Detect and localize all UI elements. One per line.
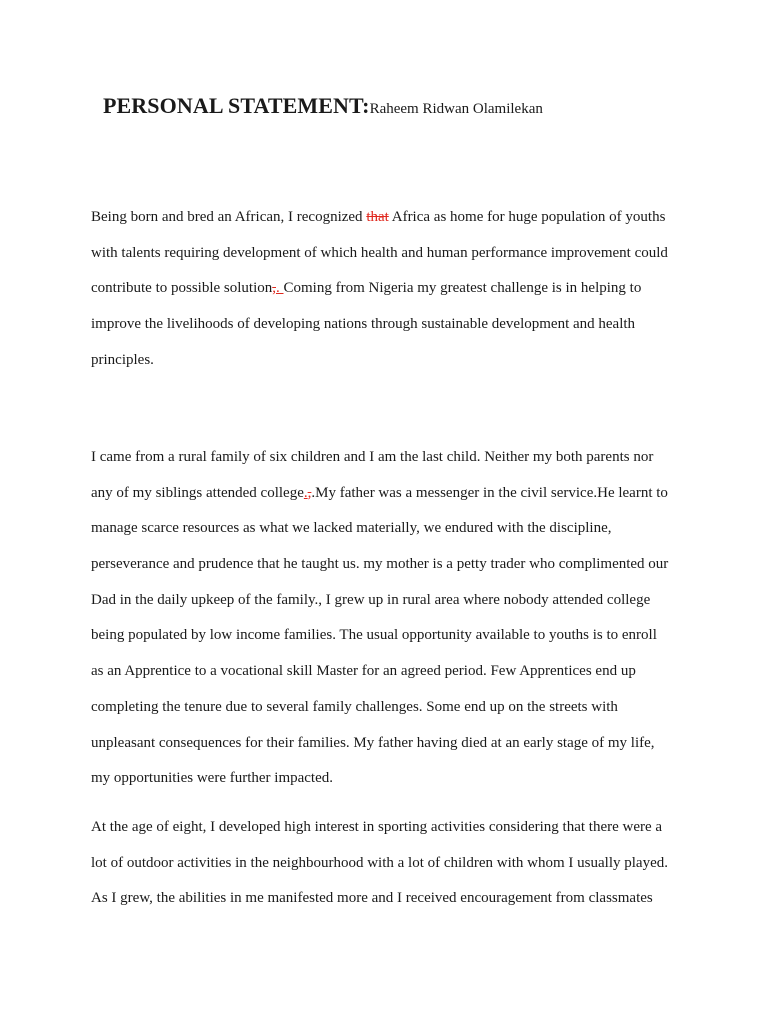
text-line xyxy=(91,281,691,317)
text-line xyxy=(91,486,691,522)
text-line xyxy=(91,557,691,593)
text-line xyxy=(91,736,691,772)
text-run: perseverance and prudence that he taught us. my mother is a petty trader who complimented our xyxy=(91,556,669,573)
text-run: any of my siblings attended college xyxy=(91,484,304,501)
document-title: PERSONAL STATEMENT: xyxy=(103,93,370,118)
text-run: manage scarce resources as what we lacked materially, we endured with the discipline, xyxy=(91,520,612,537)
text-line xyxy=(91,700,691,736)
author-name: Raheem Ridwan Olamilekan xyxy=(369,101,543,117)
text-run: being populated by low income families. The usual opportunity available to youths is to enroll xyxy=(91,627,657,644)
text-line xyxy=(91,664,691,700)
text-run: .My father was a messenger in the civil service.He learnt to xyxy=(311,484,668,501)
text-run: principles. xyxy=(91,351,154,368)
text-run: improve the livelihoods of developing nations through sustainable development and health xyxy=(91,316,636,333)
text-line xyxy=(91,246,691,282)
text-run: As I grew, the abilities in me manifested more and I received encouragement from classmates xyxy=(91,890,653,907)
text-line xyxy=(91,771,691,807)
paragraph-intro xyxy=(91,210,691,388)
text-run: lot of outdoor activities in the neighbourhood with a lot of children with whom I usually played. xyxy=(91,854,668,871)
tracked-deletion: , xyxy=(272,280,276,297)
document-heading xyxy=(103,93,543,119)
tracked-insertion: . xyxy=(303,484,308,501)
tracked-deletion: that xyxy=(366,209,389,225)
text-line xyxy=(91,521,691,557)
text-run: I came from a rural family of six children and I am the last child. Neither my both parents nor xyxy=(91,449,654,465)
text-run: Being born and bred an African, I recognized xyxy=(91,209,367,225)
paragraph-family-background xyxy=(91,450,691,807)
text-run: my opportunities were further impacted. xyxy=(91,770,334,787)
text-run: At the age of eight, I developed high interest in sporting activities considering that there were a xyxy=(91,819,663,835)
text-run: Dad in the daily upkeep of the family., I grew up in rural area where nobody attended college xyxy=(91,591,651,608)
text-run: as an Apprentice to a vocational skill Master for an agreed period. Few Apprentices end up xyxy=(91,663,636,680)
text-line xyxy=(91,593,691,629)
text-line xyxy=(91,450,691,486)
text-line xyxy=(91,891,691,927)
text-line xyxy=(91,353,691,389)
tracked-deletion: , xyxy=(307,484,312,501)
text-run: Coming from Nigeria my greatest challenge is in helping to xyxy=(283,280,642,297)
text-line xyxy=(91,317,691,353)
paragraph-sports-interest xyxy=(91,820,691,927)
text-run: Africa as home for huge population of youths xyxy=(388,209,666,225)
text-run: completing the tenure due to several family challenges. Some end up on the streets with xyxy=(91,698,618,715)
text-run: unpleasant consequences for their families. My father having died at an early stage of my life, xyxy=(91,734,655,751)
text-line xyxy=(91,856,691,892)
tracked-insertion: . xyxy=(276,280,284,297)
text-line xyxy=(91,628,691,664)
text-run: with talents requiring development of which health and human performance improvement could xyxy=(91,244,668,261)
text-run: contribute to possible solution xyxy=(91,280,273,297)
text-line xyxy=(91,210,691,246)
text-line xyxy=(91,820,691,856)
